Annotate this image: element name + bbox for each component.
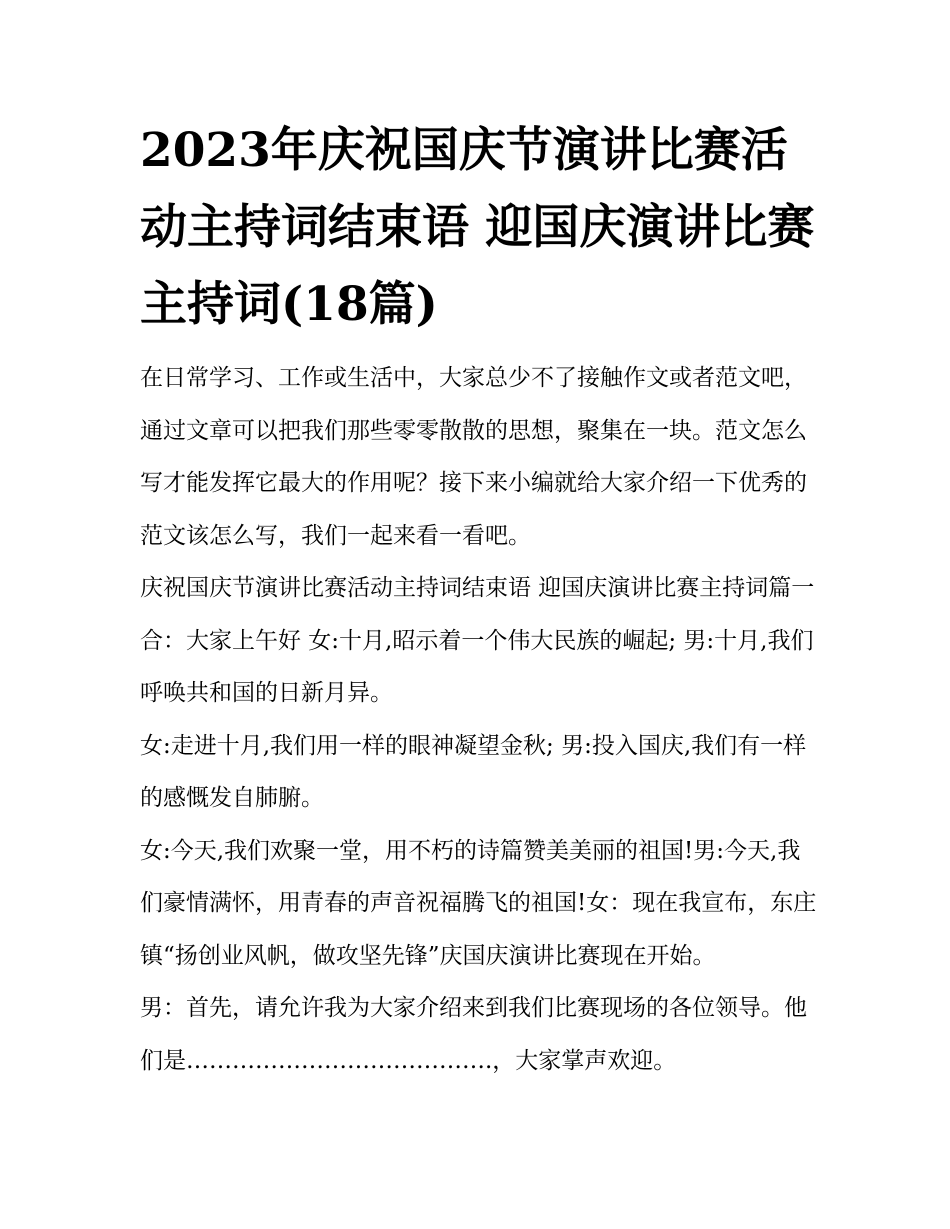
paragraph-intro: 在日常学习、工作或生活中，大家总少不了接触作文或者范文吧，通过文章可以把我们那些零零散散的思想，聚集在一块。范文怎么写才能发挥它最大的作用呢？接下来小编就给大家介绍一下优秀的范文该怎么写，我们一起来看一看吧。 [140, 365, 807, 549]
paragraph-announcement: 女:今天,我们欢聚一堂，用不朽的诗篇赞美美丽的祖国!男:今天,我们豪情满怀，用青春的声音祝福腾飞的祖国!女：现在我宣布，东庄镇“扬创业风帆，做攻坚先锋”庆国庆演讲比赛现在开始。 [140, 837, 817, 969]
paragraph-introduce-leaders: 男：首先，请允许我为大家介绍来到我们比赛现场的各位领导。他们是………………………………….，大家掌声欢迎。 [140, 995, 807, 1074]
document-title: 2023年庆祝国庆节演讲比赛活动主持词结束语 迎国庆演讲比赛主持词(18篇) [140, 123, 815, 332]
document-body [140, 352, 820, 1087]
paragraph-october: 女:走进十月,我们用一样的眼神凝望金秋; 男:投入国庆,我们有一样的感慨发自肺腑。 [140, 732, 807, 811]
paragraph-opening: 庆祝国庆节演讲比赛活动主持词结束语 迎国庆演讲比赛主持词篇一 合：大家上午好 女:十月,昭示着一个伟大民族的崛起; 男:十月,我们呼唤共和国的日新月异。 [140, 575, 815, 706]
